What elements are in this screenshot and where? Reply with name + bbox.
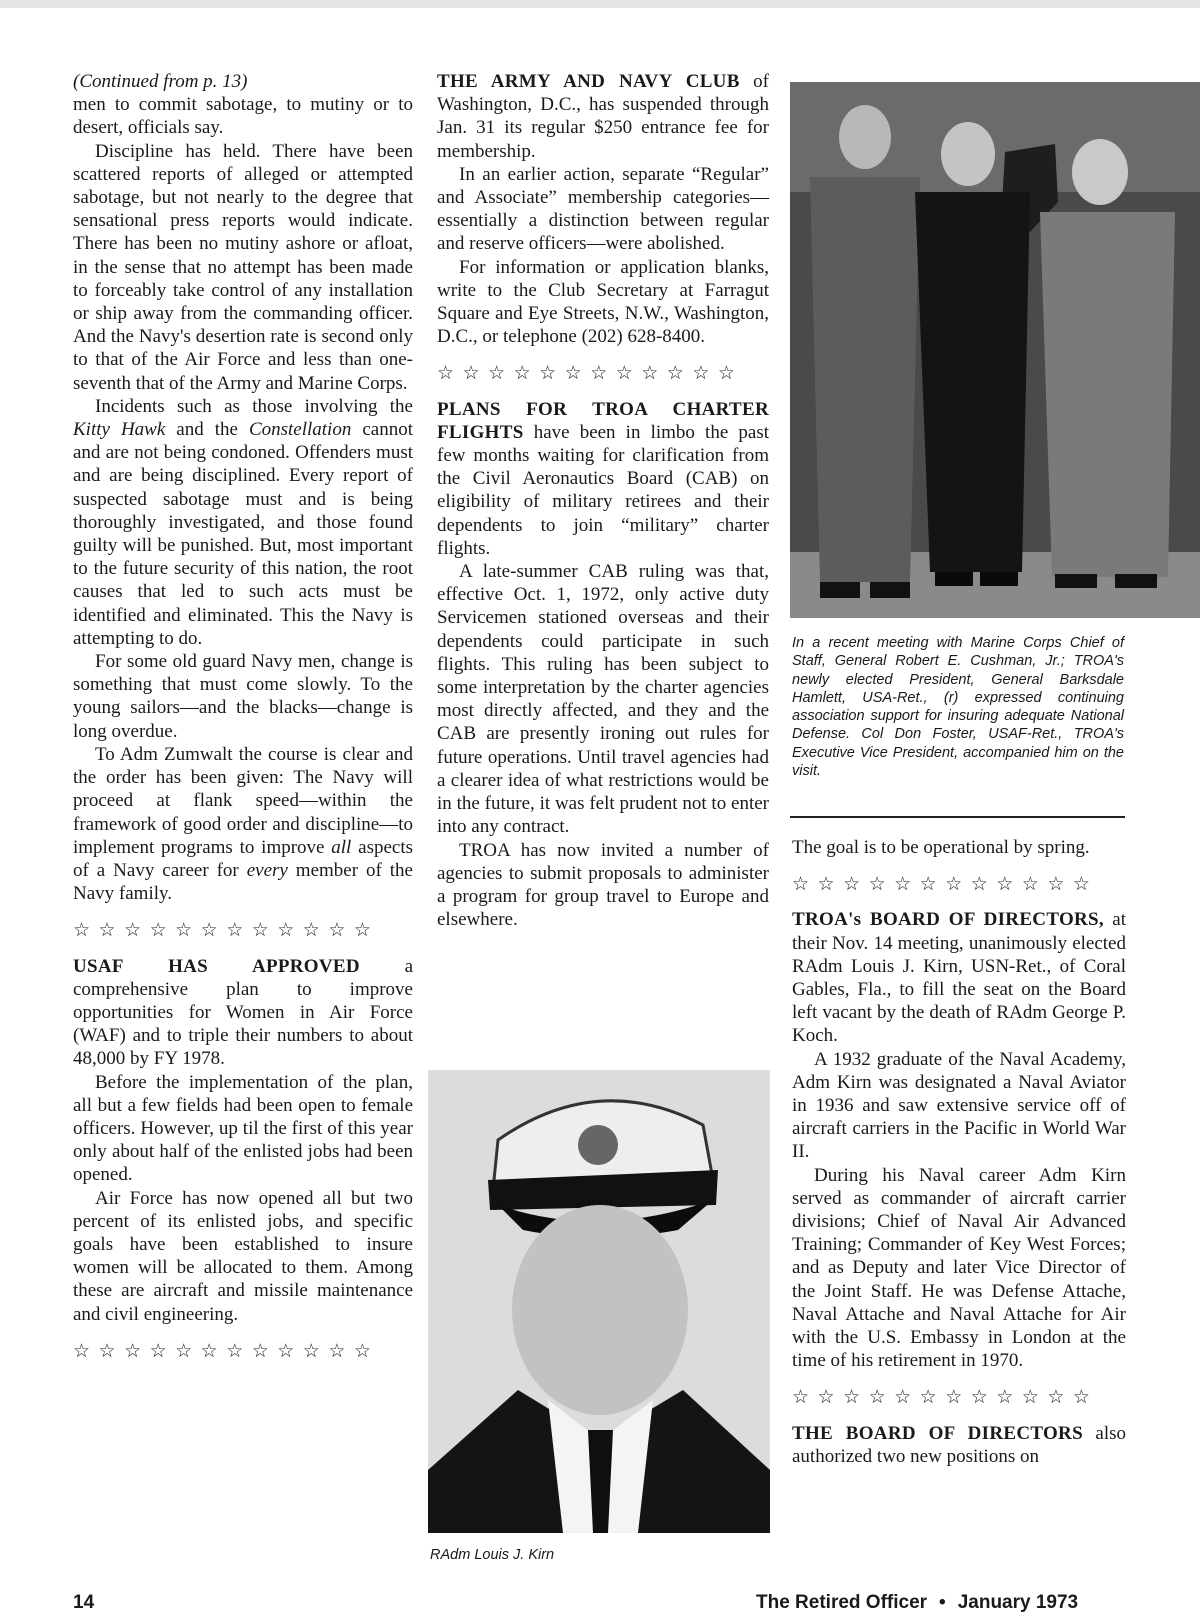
section-lead: PLANS FOR TROA CHARTER FLIGHTS [437, 398, 769, 443]
section-lead: USAF HAS APPROVED [73, 955, 360, 977]
star-divider: ☆☆☆☆☆☆☆☆☆☆☆☆ [792, 873, 1099, 896]
section-lead: THE ARMY AND NAVY CLUB [437, 71, 740, 92]
section-lead: THE BOARD OF DIRECTORS [792, 1422, 1083, 1444]
left-column [73, 70, 413, 1375]
star-divider: ☆☆☆☆☆☆☆☆☆☆☆☆ [73, 1339, 380, 1362]
right-column [792, 836, 1126, 1468]
meeting-photo-art [790, 82, 1200, 618]
meeting-photo [790, 82, 1200, 618]
paragraph: PLANS FOR TROA CHARTER FLIGHTS have been in limbo the past few months waiting for clarification from the Civil Aeronautics Board (CAB) on eligibility of military retirees and their dependents to join “military” charter flights. [437, 398, 769, 559]
separator-dot: • [939, 1592, 946, 1613]
star-divider: ☆☆☆☆☆☆☆☆☆☆☆☆ [437, 362, 744, 385]
paragraph: THE BOARD OF DIRECTORS also authorized two new positions on [792, 1422, 1126, 1467]
paragraph: A 1932 graduate of the Naval Academy, Adm Kirn was designated a Naval Aviator in 1936 and saw extensive service off of aircraft carriers in the Pacific in World War II. [792, 1048, 1126, 1163]
issue-date: January 1973 [957, 1592, 1079, 1613]
portrait-caption: RAdm Louis J. Kirn [430, 1547, 555, 1563]
paragraph: Incidents such as those involving the Kitty Hawk and the Constellation cannot and are not being condoned. Offenders must and are being disciplined. Every report of suspected sabotage must and is being thoroughly investigated, and those found guilty will be punished. But, most important to the future security of this nation, the root causes that led to such acts must be identified and eliminated. This the Navy is attempting to do. [73, 395, 413, 649]
paragraph: The goal is to be operational by spring. [792, 837, 1090, 858]
publication-name: The Retired Officer [756, 1592, 928, 1613]
paragraph: TROA has now invited a number of agencies to submit proposals to administer a program for group travel to Europe and elsewhere. [437, 839, 769, 931]
paragraph: Before the implementation of the plan, all but a few fields had been open to female officers. However, up til the first of this year only about half of the enlisted jobs had been opened. [73, 1071, 413, 1186]
caption-rule [790, 816, 1125, 818]
paragraph: USAF HAS APPROVED a comprehensive plan to improve opportunities for Women in Air Force (WAF) and to triple their numbers to about 48,000 by FY 1978. [73, 955, 414, 1070]
portrait-photo [428, 1070, 770, 1533]
paragraph: A late-summer CAB ruling was that, effective Oct. 1, 1972, only active duty Servicemen stationed overseas and their dependents could participate in such flights. This ruling has been subject to some interpretation by the charter agencies most directly affected, and they and the CAB are presently ironing out rules for future operations. Until travel agencies had a clearer idea of what restrictions would be in the future, it was felt prudent not to enter into any contract. [437, 561, 769, 838]
paragraph: TROA's BOARD OF DIRECTORS, at their Nov. 14 meeting, unanimously elected RAdm Louis J. Kirn, USN-Ret., of Coral Gables, Fla., to fill the seat on the Board left vacant by the death of RAdm George P. Koch. [792, 909, 1126, 1047]
paragraph: To Adm Zumwalt the course is clear and the order has been given: The Navy will proceed at flank speed—within the framework of good order and discipline—to implement programs to improve all aspects of a Navy career for every member of the Navy family. [73, 743, 413, 905]
page-number: 14 [73, 1592, 95, 1613]
paragraph: For information or application blanks, write to the Club Secretary at Farragut Square and Eye Streets, N.W., Washington, D.C., or telephone (202) 628-8400. [437, 256, 769, 348]
section-lead: TROA's BOARD OF DIRECTORS, [792, 909, 1104, 931]
paragraph: THE ARMY AND NAVY CLUB of Washington, D.C., has suspended through Jan. 31 its regular $250 entrance fee for membership. [437, 71, 770, 162]
star-divider: ☆☆☆☆☆☆☆☆☆☆☆☆ [792, 1386, 1099, 1409]
paragraph: men to commit sabotage, to mutiny or to desert, officials say. [73, 94, 413, 139]
continued-note: (Continued from p. 13) [73, 71, 248, 92]
page-top-edge [0, 0, 1200, 8]
paragraph: For some old guard Navy men, change is something that must come slowly. To the young sailors—and the blacks—change is long overdue. [73, 651, 413, 742]
meeting-photo-caption: In a recent meeting with Marine Corps Chief of Staff, General Robert E. Cushman, Jr.; TROA's newly elected President, General Barksdale Hamlett, USA-Ret., (r) expressed continuing association support for insuring adequate National Defense. Col Don Foster, USAF-Ret., TROA's Executive Vice President, accompanied him on the visit. [792, 635, 1124, 780]
publication-footer [756, 1592, 1078, 1614]
middle-column [437, 70, 769, 931]
star-divider: ☆☆☆☆☆☆☆☆☆☆☆☆ [73, 919, 380, 942]
paragraph: In an earlier action, separate “Regular” and Associate” membership categories—essentially a distinction between regular and reserve officers—were abolished. [437, 163, 769, 255]
paragraph: Air Force has now opened all but two percent of its enlisted jobs, and specific goals have been established to insure women will be allocated to them. Among these are aircraft and missile maintenance and civil engineering. [73, 1187, 413, 1325]
paragraph: During his Naval career Adm Kirn served as commander of aircraft carrier divisions; Chief of Naval Air Advanced Training; Commander of Key West Forces; and as Deputy and later Vice Director of the Joint Staff. He was Defense Attache, Naval Attache and Naval Attache for Air with the U.S. Embassy in London at the time of his retirement in 1970. [792, 1164, 1126, 1372]
paragraph: Discipline has held. There have been scattered reports of alleged or attempted sabotage, but not nearly to the degree that sensational press reports would indicate. There has been no mutiny ashore or afloat, in the sense that no attempt has been made to forceably take control of any installation or ship away from the commanding officer. And the Navy's desertion rate is second only to that of the Air Force and less than one-seventh that of the Army and Marine Corps. [73, 140, 413, 394]
portrait-photo-art [428, 1070, 770, 1533]
